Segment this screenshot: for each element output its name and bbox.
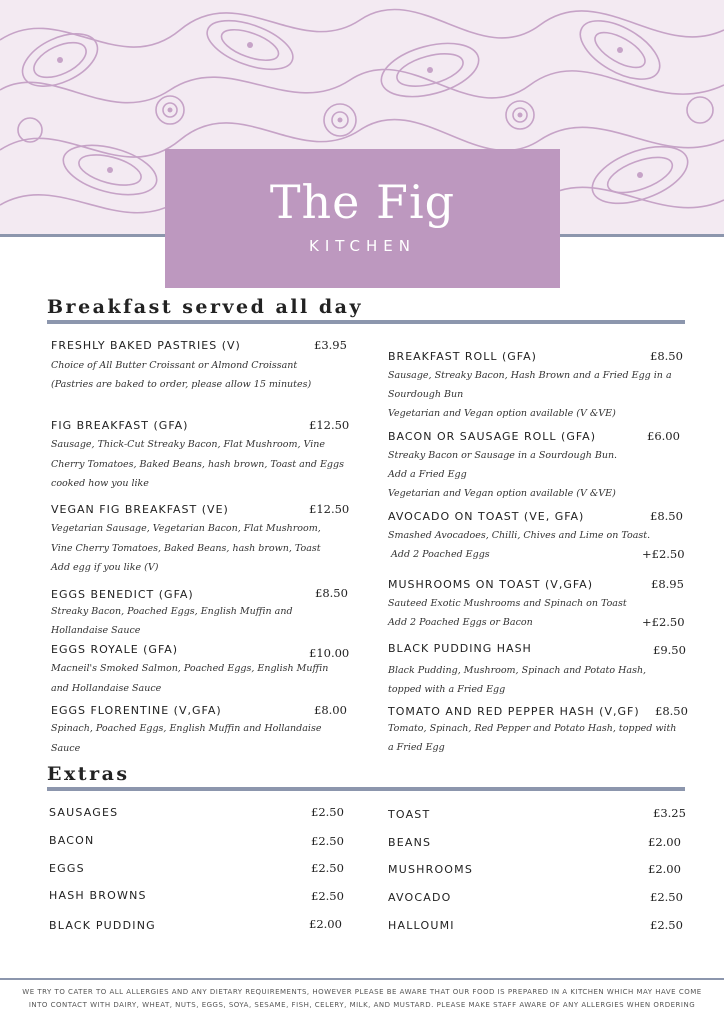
item-price: £10.00 bbox=[309, 646, 350, 660]
item-desc-line: Vegetarian and Vegan option available (V &VE) bbox=[388, 488, 616, 499]
extra-item-name: HASH BROWNS bbox=[49, 889, 147, 902]
extra-item-price: £3.25 bbox=[653, 806, 686, 820]
item-name: BREAKFAST ROLL (GFA) bbox=[388, 350, 537, 363]
item-desc-line: Macneil's Smoked Salmon, Poached Eggs, English Muffin bbox=[51, 663, 329, 674]
item-desc-line: Choice of All Butter Croissant or Almond Croissant bbox=[51, 360, 298, 371]
extra-item-name: BEANS bbox=[388, 836, 432, 849]
item-price: £8.50 bbox=[650, 349, 683, 363]
item-name: EGGS BENEDICT (GFA) bbox=[51, 588, 194, 601]
item-desc-line: Vine Cherry Tomatoes, Baked Beans, hash brown, Toast bbox=[51, 543, 321, 554]
item-desc-line: Add 2 Poached Eggs bbox=[388, 549, 490, 560]
item-price: £12.50 bbox=[309, 418, 350, 432]
item-desc-line: (Pastries are baked to order, please allow 15 minutes) bbox=[51, 379, 312, 390]
extra-item-name: MUSHROOMS bbox=[388, 863, 474, 876]
item-name: TOMATO AND RED PEPPER HASH (V,GF) bbox=[388, 705, 640, 718]
allergy-notice: WE TRY TO CATER TO ALL ALLERGIES AND ANY DIETARY REQUIREMENTS, HOWEVER PLEASE BE AWARE THAT OUR FOOD IS PREPARED IN A KITCHEN WHICH MAY HAVE COME INTO CONTACT WITH DAIRY, WHEAT, NUTS, EGGS, SOYA, SESAME, FISH, CELERY, MILK, AND MUSTARD. PLEASE MAKE STAFF AWARE OF ANY ALLERGIES WHEN ORDERING bbox=[22, 988, 702, 1009]
extra-item-price: £2.50 bbox=[650, 918, 683, 932]
brand-panel bbox=[165, 149, 560, 288]
breakfast-heading: Breakfast served all day bbox=[47, 296, 364, 318]
brand-title: The Fig bbox=[269, 175, 456, 229]
extra-item-name: HALLOUMI bbox=[388, 919, 455, 932]
item-desc-line: Cherry Tomatoes, Baked Beans, hash brown, Toast and Eggs bbox=[51, 459, 344, 470]
brand-subtitle: KITCHEN bbox=[309, 237, 416, 255]
item-desc-line: Tomato, Spinach, Red Pepper and Potato Hash, topped with bbox=[388, 723, 677, 734]
breakfast-rule bbox=[47, 320, 685, 324]
extra-item-price: £2.50 bbox=[311, 861, 344, 875]
item-desc-line: Add 2 Poached Eggs or Bacon bbox=[388, 617, 533, 628]
item-desc-line: Vegetarian Sausage, Vegetarian Bacon, Flat Mushroom, bbox=[51, 523, 321, 534]
item-desc-line: Sausage, Thick-Cut Streaky Bacon, Flat Mushroom, Vine bbox=[51, 439, 326, 450]
extra-item-name: TOAST bbox=[388, 808, 431, 821]
item-desc-line: Add a Fried Egg bbox=[388, 469, 467, 480]
item-extra-price: +£2.50 bbox=[642, 547, 685, 561]
item-desc-line: Add egg if you like (V) bbox=[51, 562, 159, 573]
item-desc-line: cooked how you like bbox=[51, 478, 149, 489]
extra-item-price: £2.50 bbox=[311, 834, 344, 848]
item-price: £8.50 bbox=[650, 509, 683, 523]
extra-item-name: AVOCADO bbox=[388, 891, 452, 904]
extra-item-name: EGGS bbox=[49, 862, 85, 875]
item-desc-line: Sourdough Bun bbox=[388, 389, 464, 400]
item-name: FRESHLY BAKED PASTRIES (V) bbox=[51, 339, 241, 352]
extra-item-name: BACON bbox=[49, 834, 95, 847]
item-desc-line: Vegetarian and Vegan option available (V &VE) bbox=[388, 408, 616, 419]
item-desc-line: Sauteed Exotic Mushrooms and Spinach on Toast bbox=[388, 598, 627, 609]
item-desc-line: Sauce bbox=[51, 743, 81, 754]
extra-item-price: £2.50 bbox=[311, 889, 344, 903]
extra-item-price: £2.50 bbox=[650, 890, 683, 904]
item-price: £8.00 bbox=[314, 703, 347, 717]
extra-item-name: SAUSAGES bbox=[49, 806, 119, 819]
extra-item-name: BLACK PUDDING bbox=[49, 919, 156, 932]
extra-item-price: £2.00 bbox=[309, 917, 342, 931]
item-desc-line: Streaky Bacon or Sausage in a Sourdough Bun. bbox=[388, 450, 618, 461]
extras-heading: Extras bbox=[47, 763, 130, 785]
extra-item-price: £2.00 bbox=[648, 862, 681, 876]
extras-rule bbox=[47, 787, 685, 791]
item-price: £8.95 bbox=[651, 577, 684, 591]
item-desc-line: topped with a Fried Egg bbox=[388, 684, 506, 695]
item-desc-line: a Fried Egg bbox=[388, 742, 445, 753]
item-name: MUSHROOMS ON TOAST (V,GFA) bbox=[388, 578, 593, 591]
item-desc-line: Black Pudding, Mushroom, Spinach and Potato Hash, bbox=[388, 665, 647, 676]
item-name: FIG BREAKFAST (GFA) bbox=[51, 419, 189, 432]
item-desc-line: and Hollandaise Sauce bbox=[51, 683, 162, 694]
item-desc-line: Smashed Avocadoes, Chilli, Chives and Lime on Toast. bbox=[388, 530, 651, 541]
item-desc-line: Hollandaise Sauce bbox=[51, 625, 141, 636]
item-name: EGGS ROYALE (GFA) bbox=[51, 643, 179, 656]
item-name: BLACK PUDDING HASH bbox=[388, 642, 532, 655]
item-price: £3.95 bbox=[314, 338, 347, 352]
item-name: VEGAN FIG BREAKFAST (VE) bbox=[51, 503, 229, 516]
item-desc-line: Sausage, Streaky Bacon, Hash Brown and a Fried Egg in a bbox=[388, 370, 672, 381]
item-name: AVOCADO ON TOAST (VE, GFA) bbox=[388, 510, 585, 523]
item-price: £6.00 bbox=[647, 429, 680, 443]
item-desc-line: Spinach, Poached Eggs, English Muffin and Hollandaise bbox=[51, 723, 322, 734]
extra-item-price: £2.00 bbox=[648, 835, 681, 849]
extra-item-price: £2.50 bbox=[311, 805, 344, 819]
item-price: £8.50 bbox=[655, 704, 688, 718]
footer-divider bbox=[0, 978, 724, 980]
item-desc-line: Streaky Bacon, Poached Eggs, English Muffin and bbox=[51, 606, 293, 617]
item-name: EGGS FLORENTINE (V,GFA) bbox=[51, 704, 222, 717]
item-price: £9.50 bbox=[653, 643, 686, 657]
item-name: BACON OR SAUSAGE ROLL (GFA) bbox=[388, 430, 596, 443]
item-extra-price: +£2.50 bbox=[642, 615, 685, 629]
item-price: £12.50 bbox=[309, 502, 350, 516]
item-price: £8.50 bbox=[315, 586, 348, 600]
